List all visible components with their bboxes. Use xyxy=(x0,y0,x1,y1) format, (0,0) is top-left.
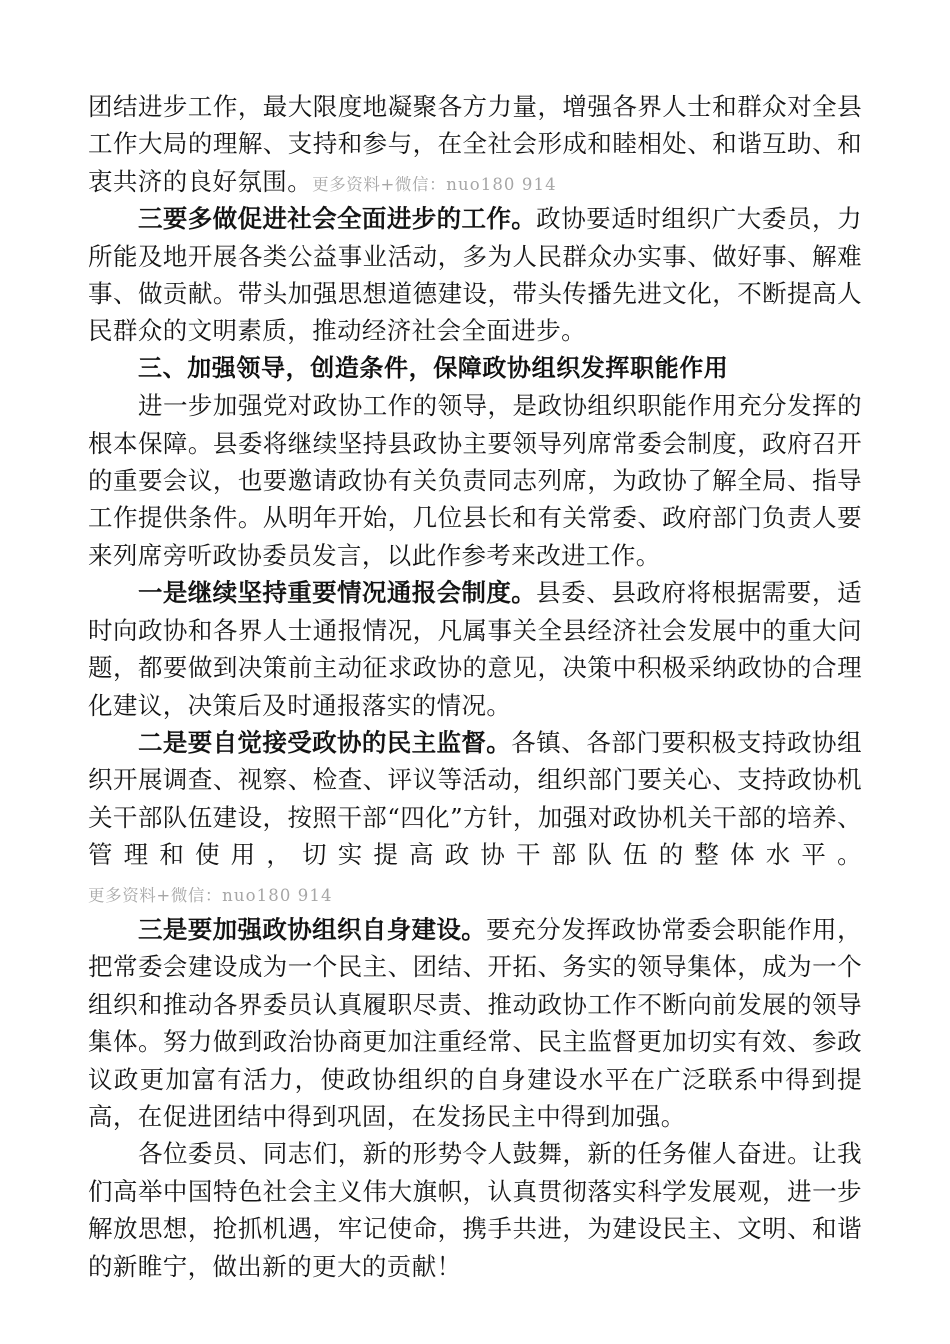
paragraph-er-shi xyxy=(88,724,862,911)
paragraph-yi-shi-rest: 县委、县政府将根据需要，适时向政协和各界人士通报情况，凡属事关全县经济社会发展中的重大问题，都要做到决策前主动征求政协的意见，决策中积极采纳政协的合理化建议，决策后及时通报落实的情况。 xyxy=(88,578,862,720)
watermark-label: 更多资料+微信： xyxy=(312,174,447,194)
paragraph-san-yao-lead: 三要多做促进社会全面进步的工作。 xyxy=(138,204,537,234)
paragraph-continued-top xyxy=(88,88,862,200)
watermark-inline-middle xyxy=(88,886,333,905)
paragraph-yi-shi-lead: 一是继续坚持重要情况通报会制度。 xyxy=(138,578,537,608)
paragraph-san-shi xyxy=(88,911,862,1135)
paragraph-san-yao xyxy=(88,200,862,350)
paragraph-continued-top-text: 团结进步工作，最大限度地凝聚各方力量，增强各界人士和群众对全县工作大局的理解、支持和参与，在全社会形成和睦相处、和谐互助、和衷共济的良好氛围。 xyxy=(88,92,862,196)
section-heading-three: 三、加强领导，创造条件，保障政协组织发挥职能作用 xyxy=(138,354,729,382)
paragraph-er-shi-lead: 二是要自觉接受政协的民主监督。 xyxy=(138,727,512,757)
watermark-code: nuo180 914 xyxy=(446,174,557,194)
document-body xyxy=(88,88,862,1285)
paragraph-er-shi-rest: 各镇、各部门要积极支持政协组织开展调查、视察、检查、评议等活动，组织部门要关心、支持政协机关干部队伍建设，按照干部“四化”方针，加强对政协机关干部的培养、管理和使用，切实提高政协干部队伍的整体水平。 xyxy=(88,727,862,870)
paragraph-san-shi-rest: 要充分发挥政协常委会职能作用，把常委会建设成为一个民主、团结、开拓、务实的领导集体，成为一个组织和推动各界委员认真履职尽责、推动政协工作不断向前发展的领导集体。努力做到政治协商更加注重经常、民主监督更加切实有效、参政议政更加富有活力，使政协组织的自身建设水平在广泛联系中得到提高，在促进团结中得到巩固，在发扬民主中得到加强。 xyxy=(88,914,862,1131)
watermark-code-2: nuo180 914 xyxy=(222,885,333,905)
paragraph-san-shi-lead: 三是要加强政协组织自身建设。 xyxy=(138,914,487,944)
paragraph-san-yao-rest: 政协要适时组织广大委员，力所能及地开展各类公益事业活动，多为人民群众办实事、做好事、解难事、做贡献。带头加强思想道德建设，带头传播先进文化，不断提高人民群众的文明素质，推动经济社会全面进步。 xyxy=(88,204,862,346)
paragraph-leadership: 进一步加强党对政协工作的领导，是政协组织职能作用充分发挥的根本保障。县委将继续坚持县政协主要领导列席常委会制度，政府召开的重要会议，也要邀请政协有关负责同志列席，为政协了解全局、指导工作提供条件。从明年开始，几位县长和有关常委、政府部门负责人要来列席旁听政协委员发言，以此作参考来改进工作。 xyxy=(88,391,862,570)
watermark-label-2: 更多资料+微信： xyxy=(88,885,223,905)
paragraph-yi-shi xyxy=(88,574,862,724)
watermark-inline-top xyxy=(312,175,557,194)
paragraph-closing: 各位委员、同志们，新的形势令人鼓舞，新的任务催人奋进。让我们高举中国特色社会主义伟大旗帜，认真贯彻落实科学发展观，进一步解放思想，抢抓机遇，牢记使命，携手共进，为建设民主、文明、和谐的新睢宁，做出新的更大的贡献！ xyxy=(88,1139,862,1281)
